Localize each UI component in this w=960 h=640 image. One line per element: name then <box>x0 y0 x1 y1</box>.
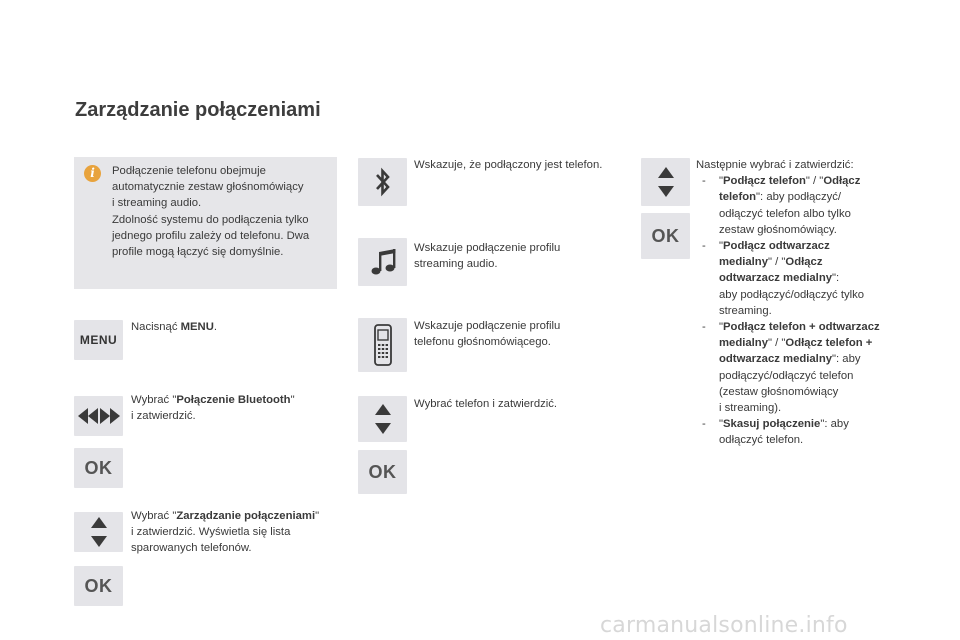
step-press-menu <box>131 319 217 335</box>
phone-key <box>358 318 407 372</box>
text: " / " <box>767 337 786 350</box>
info-line: i streaming audio. <box>112 197 202 210</box>
text: Wskazuje podłączenie profilu <box>414 242 561 254</box>
bold-text: Zarządzanie połączeniami <box>176 510 316 522</box>
bold-text: Podłącz telefon <box>723 175 806 188</box>
text: ": aby podłączyć/ <box>756 191 842 204</box>
text: podłączyć/odłączyć telefon <box>719 369 854 382</box>
music-key <box>358 238 407 286</box>
text: streaming audio. <box>414 258 498 271</box>
text: ": <box>832 272 840 285</box>
music-description <box>414 240 560 272</box>
menu-key-label: MENU <box>79 333 118 347</box>
up-down-key <box>358 396 407 442</box>
bold-text: Skasuj połączenie <box>723 418 821 431</box>
up-down-arrows-icon <box>373 402 393 436</box>
info-line: Podłączenie telefonu obejmuje <box>112 165 266 177</box>
list-intro: Następnie wybrać i zatwierdzić: <box>696 159 854 171</box>
text: " / " <box>767 256 786 269</box>
bluetooth-key <box>358 158 407 206</box>
text: Wybrać " <box>131 394 177 406</box>
text: ": aby <box>832 353 861 366</box>
list-item <box>696 319 911 416</box>
mobile-phone-icon <box>373 324 393 366</box>
bold-text: Połączenie Bluetooth <box>176 394 291 406</box>
bold-text: MENU <box>180 321 214 333</box>
watermark: carmanualsonline.info <box>600 613 848 638</box>
select-phone-description: Wybrać telefon i zatwierdzić. <box>414 398 558 410</box>
info-text <box>112 163 332 260</box>
ok-key <box>74 448 123 488</box>
text: " / " <box>805 175 824 188</box>
text: Wybrać " <box>131 510 177 522</box>
text: " <box>719 418 724 431</box>
bold-text: telefon <box>719 191 757 204</box>
bluetooth-icon <box>374 167 392 197</box>
dash: - <box>702 418 706 431</box>
up-down-arrows-icon <box>656 165 676 199</box>
bold-text: Podłącz odtwarzacz <box>723 240 830 253</box>
list-item <box>696 173 911 238</box>
options-list <box>696 157 911 449</box>
text: odłączyć telefon albo tylko <box>719 207 851 220</box>
music-note-icon <box>370 247 396 277</box>
info-line: jednego profilu zależy od telefonu. Dwa <box>112 229 310 242</box>
ok-key <box>74 566 123 606</box>
rewind-forward-icon <box>77 407 121 425</box>
bold-text: medialny <box>719 337 768 350</box>
text: . <box>213 321 218 333</box>
text: " <box>719 240 724 253</box>
page-title: Zarządzanie połączeniami <box>75 99 321 121</box>
info-line: automatycznie zestaw głośnomówiący <box>112 181 304 194</box>
bold-text: Podłącz telefon + odtwarzacz <box>723 321 880 334</box>
text: i zatwierdzić. <box>131 410 196 423</box>
list-item <box>696 416 911 448</box>
ok-key-label: OK <box>84 575 113 596</box>
text: " <box>290 394 295 406</box>
text: (zestaw głośnomówiący <box>719 385 839 398</box>
dash: - <box>702 240 706 253</box>
text: " <box>719 321 724 334</box>
up-down-key <box>74 512 123 552</box>
step-select-manage <box>131 508 319 557</box>
bold-text: Odłącz telefon + <box>785 337 873 350</box>
info-icon: i <box>84 165 101 182</box>
bold-text: odtwarzacz medialny <box>719 272 833 285</box>
bold-text: Odłącz <box>823 175 861 188</box>
up-down-arrows-icon <box>89 515 109 549</box>
text: streaming. <box>719 304 772 317</box>
ok-key-label: OK <box>651 225 680 246</box>
text: i streaming). <box>719 402 782 415</box>
ok-key <box>358 450 407 494</box>
text: " <box>719 175 724 188</box>
bold-text: Odłącz <box>785 256 823 269</box>
dash: - <box>702 175 706 188</box>
text: zestaw głośnomówiący. <box>719 223 837 236</box>
text: Wskazuje podłączenie profilu <box>414 320 561 332</box>
dash: - <box>702 321 706 334</box>
bold-text: odtwarzacz medialny <box>719 353 833 366</box>
text: aby podłączyć/odłączyć tylko <box>719 288 865 301</box>
text: odłączyć telefon. <box>719 434 804 447</box>
text: ": aby <box>820 418 849 431</box>
text: telefonu głośnomówiącego. <box>414 336 551 349</box>
text: Nacisnąć <box>131 321 181 333</box>
text: sparowanych telefonów. <box>131 542 252 555</box>
info-line: Zdolność systemu do podłączenia tylko <box>112 213 309 226</box>
step-select-bluetooth <box>131 392 295 424</box>
info-line: profile mogą łączyć się domyślnie. <box>112 246 284 259</box>
menu-key <box>74 320 123 360</box>
ok-key-label: OK <box>84 457 113 478</box>
phone-description <box>414 318 560 350</box>
bold-text: medialny <box>719 256 768 269</box>
bluetooth-description: Wskazuje, że podłączony jest telefon. <box>414 159 603 171</box>
seek-key <box>74 396 123 436</box>
ok-key-label: OK <box>368 461 397 482</box>
ok-key <box>641 213 690 259</box>
text: " <box>315 510 320 522</box>
text: i zatwierdzić. Wyświetla się lista <box>131 526 291 539</box>
up-down-key <box>641 158 690 206</box>
list-item <box>696 238 911 319</box>
